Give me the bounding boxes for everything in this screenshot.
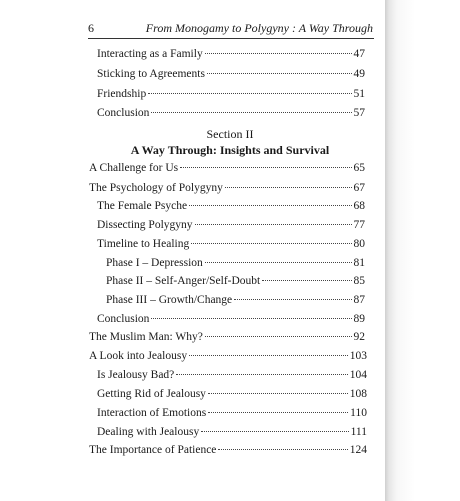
toc-entry-page: 92 <box>353 331 365 343</box>
toc-entry-page: 81 <box>353 257 365 269</box>
toc-entry-label: Conclusion <box>97 107 150 119</box>
toc-entry-page: 124 <box>349 444 367 456</box>
toc-entry-label: Conclusion <box>97 313 150 325</box>
toc-entry <box>89 348 367 364</box>
page-edge-shadow <box>385 0 460 501</box>
toc-entry-label: Phase I – Depression <box>106 257 203 269</box>
toc-entry-label: The Importance of Patience <box>89 444 217 456</box>
toc-dot-leader <box>180 167 351 168</box>
toc-dot-leader <box>189 205 351 206</box>
section-label: Section II <box>206 127 254 141</box>
toc-dot-leader <box>208 412 348 413</box>
toc-entry <box>89 329 365 345</box>
toc-entry <box>106 292 365 308</box>
toc-entry <box>97 105 365 121</box>
toc-entry-label: Is Jealousy Bad? <box>97 369 175 381</box>
toc-dot-leader <box>225 187 352 188</box>
toc-entry <box>97 198 365 214</box>
running-header <box>88 20 373 36</box>
toc-dot-leader <box>201 431 348 432</box>
toc-entry-label: Getting Rid of Jealousy <box>97 388 206 400</box>
toc-entry-label: The Female Psyche <box>97 200 188 212</box>
toc-dot-leader <box>148 93 351 94</box>
toc-entry-label: Interacting as a Family <box>97 48 203 60</box>
toc-entry <box>97 66 365 82</box>
toc-entry-page: 47 <box>353 48 365 60</box>
toc-entry-page: 87 <box>353 294 365 306</box>
toc-entry-label: The Muslim Man: Why? <box>89 331 203 343</box>
toc-entry <box>97 424 367 440</box>
toc-entry <box>97 217 365 233</box>
toc-entry-label: Dissecting Polygyny <box>97 219 193 231</box>
toc-dot-leader <box>205 262 352 263</box>
toc-entry <box>89 160 365 176</box>
toc-dot-leader <box>205 336 352 337</box>
toc-dot-leader <box>234 299 351 300</box>
toc-entry <box>89 442 367 458</box>
toc-entry <box>97 405 367 421</box>
toc-dot-leader <box>176 374 347 375</box>
toc-entry <box>97 367 367 383</box>
section-title: A Way Through: Insights and Survival <box>130 143 330 157</box>
toc-entry <box>106 273 365 289</box>
toc-entry-label: Dealing with Jealousy <box>97 426 200 438</box>
header-rule <box>88 38 374 39</box>
toc-entry-page: 67 <box>353 182 365 194</box>
toc-dot-leader <box>151 112 351 113</box>
toc-dot-leader <box>189 355 348 356</box>
toc-dot-leader <box>191 243 351 244</box>
toc-entry-label: Timeline to Healing <box>97 238 190 250</box>
toc-entry-page: 57 <box>353 107 365 119</box>
toc-entry-page: 108 <box>349 388 367 400</box>
toc-dot-leader <box>262 280 351 281</box>
toc-entry-label: Interaction of Emotions <box>97 407 207 419</box>
book-title: From Monogamy to Polygyny : A Way Through <box>145 21 373 35</box>
toc-entry-page: 80 <box>353 238 365 250</box>
toc-dot-leader <box>151 318 351 319</box>
toc-entry <box>106 255 365 271</box>
toc-entry-page: 111 <box>350 426 367 438</box>
toc-dot-leader <box>207 73 352 74</box>
toc-entry-page: 51 <box>353 88 365 100</box>
toc-entry-label: Friendship <box>97 88 147 100</box>
toc-entry-label: Phase II – Self-Anger/Self-Doubt <box>106 275 261 287</box>
toc-entry-label: The Psychology of Polygyny <box>89 182 223 194</box>
toc-entry-page: 89 <box>353 313 365 325</box>
toc-entry-label: Sticking to Agreements <box>97 68 205 80</box>
toc-dot-leader <box>208 393 348 394</box>
toc-entry-page: 85 <box>353 275 365 287</box>
toc-entry-label: A Look into Jealousy <box>89 350 188 362</box>
toc-entry-page: 49 <box>353 68 365 80</box>
toc-entry-label: A Challenge for Us <box>89 162 179 174</box>
toc-entry <box>97 311 365 327</box>
toc-entry <box>97 86 365 102</box>
toc-dot-leader <box>205 53 352 54</box>
toc-entry-page: 110 <box>350 407 367 419</box>
toc-entry-page: 103 <box>349 350 367 362</box>
toc-entry-label: Phase III – Growth/Change <box>106 294 233 306</box>
toc-entry <box>97 386 367 402</box>
toc-entry <box>97 236 365 252</box>
toc-dot-leader <box>195 224 352 225</box>
toc-entry <box>89 180 365 196</box>
toc-dot-leader <box>218 449 347 450</box>
toc-entry <box>97 46 365 62</box>
toc-entry-page: 68 <box>353 200 365 212</box>
toc-entry-page: 104 <box>349 369 367 381</box>
page-number: 6 <box>88 21 94 35</box>
toc-entry-page: 77 <box>353 219 365 231</box>
toc-entry-page: 65 <box>353 162 365 174</box>
